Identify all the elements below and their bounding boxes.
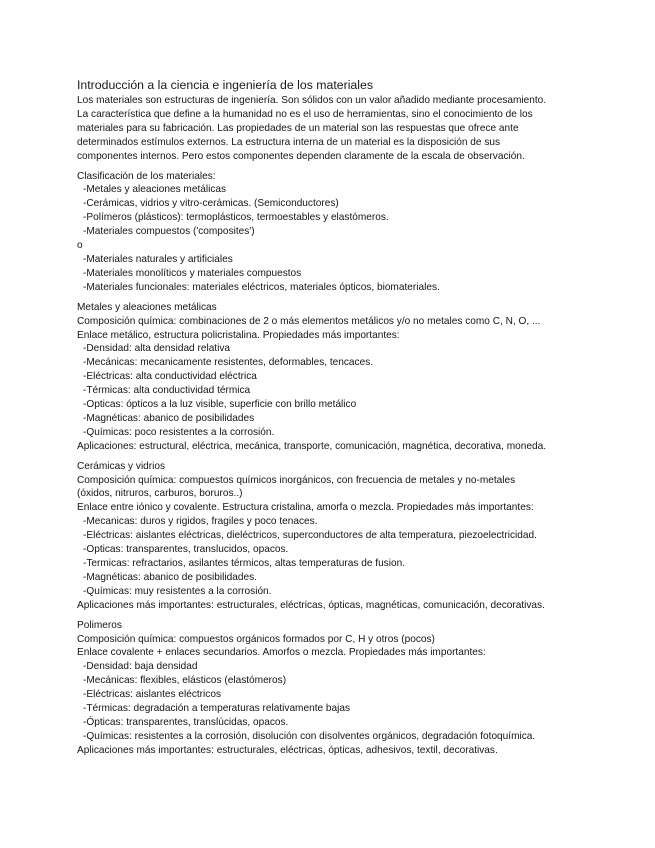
classification-item: -Materiales funcionales: materiales eléctricos, materiales ópticos, biomateriales. bbox=[83, 281, 440, 293]
ceramics-section bbox=[77, 460, 655, 613]
classification-item: -Cerámicas, vidrios y vitro-cerámicas. (Semiconductores) bbox=[83, 198, 339, 210]
section-line: Composición química: compuestos orgánicos formados por C, H y otros (pocos) bbox=[77, 633, 435, 645]
applications-line: Aplicaciones: estructural, eléctrica, mecánica, transporte, comunicación, magnética, decorativa, moneda. bbox=[77, 440, 547, 452]
property-item: -Químicas: poco resistentes a la corrosión. bbox=[83, 426, 275, 438]
metals-section bbox=[77, 301, 655, 454]
section-line: (óxidos, nitruros, carburos, boruros..) bbox=[77, 488, 243, 500]
classification-item: -Polímeros (plásticos): termoplásticos, termoestables y elastómeros. bbox=[83, 212, 389, 224]
applications-line: Aplicaciones más importantes: estructurales, eléctricas, ópticas, magnéticas, comunicación, decorativas. bbox=[77, 599, 545, 611]
property-item: -Opticas: transparentes, translucidos, opacos. bbox=[83, 544, 289, 556]
classification-item: -Materiales compuestos ('composites') bbox=[83, 226, 255, 238]
property-item: -Térmicas: alta conductividad térmica bbox=[83, 385, 251, 397]
polymers-section bbox=[77, 619, 655, 758]
section-heading: Metales y aleaciones metálicas bbox=[77, 301, 217, 313]
section-line: Enlace entre iónico y covalente. Estructura cristalina, amorfa o mezcla. Propiedades más importantes: bbox=[77, 502, 534, 514]
property-item: -Opticas: ópticos a la luz visible, superficie con brillo metálico bbox=[83, 399, 357, 411]
property-item: -Térmicas: degradación a temperaturas relativamente bajas bbox=[83, 703, 351, 715]
property-item: -Magnéticas: abanico de posibilidades. bbox=[83, 571, 257, 583]
section-heading: Polimeros bbox=[77, 619, 122, 631]
property-item: -Ópticas: transparentes, translúcidas, opacos. bbox=[83, 716, 289, 728]
document-title: Introducción a la ciencia e ingeniería de los materiales bbox=[77, 78, 373, 92]
classification-item: -Materiales naturales y artificiales bbox=[83, 253, 233, 265]
classification-item: -Materiales monolíticos y materiales compuestos bbox=[83, 267, 302, 279]
classification-or: o bbox=[77, 240, 83, 252]
property-item: -Mecanicas: duros y rigidos, fragiles y poco tenaces. bbox=[83, 516, 318, 528]
property-item: -Termicas: refractarios, asilantes térmicos, altas temperaturas de fusion. bbox=[83, 558, 405, 569]
section-heading: Cerámicas y vidrios bbox=[77, 460, 166, 472]
classification-heading: Clasificación de los materiales: bbox=[77, 170, 216, 182]
property-item: -Mecánicas: flexibles, elásticos (elastómeros) bbox=[83, 675, 287, 687]
classification-section bbox=[77, 170, 655, 295]
property-item: -Densidad: alta densidad relativa bbox=[83, 343, 231, 355]
intro-paragraph bbox=[77, 94, 655, 164]
section-line: Enlace metálico, estructura policristalina. Propiedades más importantes: bbox=[77, 329, 400, 341]
property-item: -Químicas: muy resistentes a la corrosión. bbox=[83, 585, 272, 597]
intro-line: componentes internos. Pero estos componentes dependen claramente de la escala de observación. bbox=[77, 150, 525, 162]
property-item: -Densidad: baja densidad bbox=[83, 661, 198, 673]
property-item: -Mecánicas: mecanicamente resistentes, deformables, tencaces. bbox=[83, 357, 374, 369]
section-line: Composición química: compuestos químicos inorgánicos, con frecuencia de metales y no-metales bbox=[77, 474, 516, 486]
intro-line: materiales para su fabricación. Las propiedades de un material son las respuestas que ofrece ante bbox=[77, 122, 519, 134]
property-item: -Eléctricas: aislantes eléctricos bbox=[83, 689, 221, 701]
property-item: -Eléctricas: aislantes eléctricas, dieléctricos, superconductores de alta temperatura, piezoelectricidad. bbox=[83, 530, 537, 542]
intro-line: Los materiales son estructuras de ingeniería. Son sólidos con un valor añadido mediante procesamiento. bbox=[77, 95, 547, 106]
property-item: -Magnéticas: abanico de posibilidades bbox=[83, 412, 255, 424]
classification-item: -Metales y aleaciones metálicas bbox=[83, 184, 227, 196]
property-item: -Químicas: resistentes a la corrosión, disolución con disolventes orgánicos, degradación fotoquímica. bbox=[83, 730, 536, 742]
applications-line: Aplicaciones más importantes: estructurales, eléctricas, ópticas, adhesivos, textil, decorativas. bbox=[77, 744, 498, 756]
section-line: Composición química: combinaciones de 2 o más elementos metálicos y/o no metales como C, N, O, ... bbox=[77, 315, 541, 327]
intro-line: determinados estímulos externos. La estructura interna de un material es la disposición de sus bbox=[77, 136, 501, 148]
section-line: Enlace covalente + enlaces secundarios. Amorfos o mezcla. Propiedades más importantes: bbox=[77, 647, 486, 659]
intro-line: La característica que define a la humanidad no es el uso de herramientas, sino el conocimiento de los bbox=[77, 108, 533, 120]
property-item: -Eléctricas: alta conductividad eléctrica bbox=[83, 371, 257, 383]
